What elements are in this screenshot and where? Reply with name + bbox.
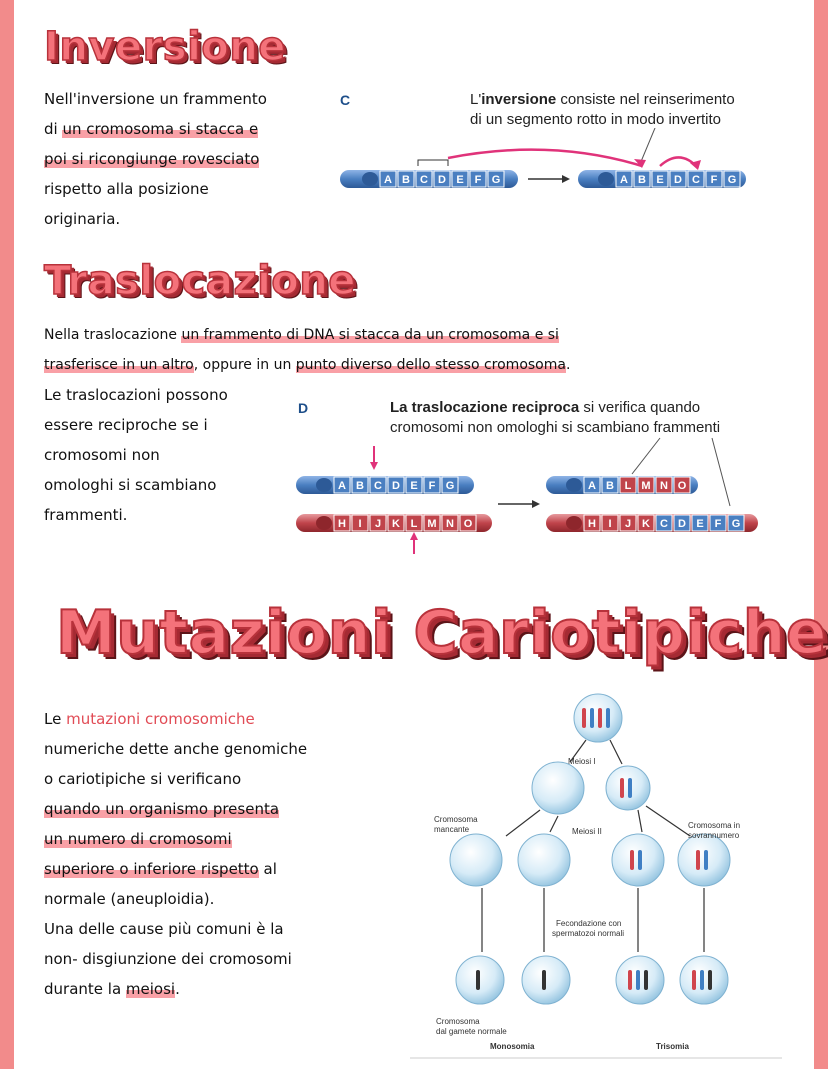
band-label: E xyxy=(656,174,664,186)
chromosome xyxy=(704,850,708,870)
chromosome xyxy=(542,970,546,990)
band-label: E xyxy=(410,480,418,492)
band-label: L xyxy=(410,518,418,530)
band-label: N xyxy=(660,480,668,492)
chromosome xyxy=(636,970,640,990)
label-fert-2: spermatozoi normali xyxy=(552,929,625,938)
label-monosomy: Monosomia xyxy=(490,1042,535,1051)
band-label: D xyxy=(678,518,686,530)
band-label: G xyxy=(727,174,737,186)
band-label: A xyxy=(338,480,346,492)
arrow xyxy=(550,816,558,832)
band-label: I xyxy=(358,518,362,530)
chromosome xyxy=(582,708,586,728)
figure-d-label: D xyxy=(298,400,309,416)
chromosome xyxy=(590,708,594,728)
chromosome xyxy=(606,708,610,728)
band-label: N xyxy=(446,518,454,530)
band-label: L xyxy=(624,480,632,492)
inversion-caption: L'inversione consiste nel reinserimento di un segmento rotto in modo invertito xyxy=(470,91,735,128)
band-label: F xyxy=(474,174,482,186)
inversion-text: Nell'inversione un frammento di un cromosoma si stacca e poi si ricongiunge rovesciato rispetto alla posizione originaria. xyxy=(44,90,267,228)
chromosome xyxy=(692,970,696,990)
band-label: A xyxy=(620,174,628,186)
chromosome xyxy=(598,708,602,728)
band-label: B xyxy=(638,174,646,186)
band-label: K xyxy=(642,518,650,530)
band-label: D xyxy=(392,480,400,492)
band-label: F xyxy=(428,480,436,492)
chromosome xyxy=(630,850,634,870)
translocation-diagram xyxy=(290,436,770,566)
chromosome xyxy=(628,778,632,798)
band-label: G xyxy=(491,174,501,186)
band-label: H xyxy=(588,518,596,530)
chromosome-top-after xyxy=(546,476,698,494)
band-label: C xyxy=(420,174,428,186)
band-label: J xyxy=(624,518,632,530)
inversion-title: Inversione xyxy=(44,24,286,70)
band-label: B xyxy=(402,174,410,186)
band-label: A xyxy=(384,174,392,186)
band-label: D xyxy=(438,174,446,186)
band-label: C xyxy=(374,480,382,492)
cell xyxy=(518,834,570,886)
band-label: O xyxy=(463,518,473,530)
translocation-caption: La traslocazione reciproca si verifica quando cromosomi non omologhi si scambiano frammenti xyxy=(390,399,721,436)
band-label: M xyxy=(427,518,437,530)
chromosome xyxy=(696,850,700,870)
band-label: K xyxy=(392,518,400,530)
band-label: C xyxy=(692,174,700,186)
band-label: C xyxy=(660,518,668,530)
right-border xyxy=(814,0,828,1069)
band-label: F xyxy=(714,518,722,530)
meiosis-diagram xyxy=(410,690,790,1060)
label-missing-1: Cromosoma xyxy=(434,815,478,824)
label-gamete-2: dal gamete normale xyxy=(436,1027,507,1036)
band-label: O xyxy=(677,480,687,492)
chromosome-before xyxy=(340,170,518,188)
karyotype-title: Mutazioni Cariotipiche xyxy=(56,598,828,668)
arrow xyxy=(638,810,642,832)
band-label: E xyxy=(456,174,464,186)
chromosome xyxy=(628,970,632,990)
chromosome xyxy=(476,970,480,990)
label-missing-2: mancante xyxy=(434,825,470,834)
karyotype-text: Le mutazioni cromosomiche numeriche dette anche genomiche o cariotipiche si verificano quando un organismo presenta un numero di cromosomi superiore o inferiore rispetto al normale (aneuploidia). Una delle cause più comuni è la non- disgiunzione dei cromosomi durante la meiosi. xyxy=(44,710,308,998)
band-label: E xyxy=(696,518,704,530)
band-label: A xyxy=(588,480,596,492)
band-label: D xyxy=(674,174,682,186)
band-label: G xyxy=(731,518,741,530)
chromosome-bottom-after xyxy=(546,514,758,532)
label-meiosis-1: Meiosi I xyxy=(568,757,596,766)
cell xyxy=(532,762,584,814)
chromosome xyxy=(644,970,648,990)
band-label: H xyxy=(338,518,346,530)
arrow xyxy=(646,806,690,836)
translocation-title: Traslocazione xyxy=(44,258,356,304)
chromosome xyxy=(708,970,712,990)
label-gamete-1: Cromosoma xyxy=(436,1017,480,1026)
label-meiosis-2: Meiosi II xyxy=(572,827,602,836)
translocation-text: Le traslocazioni possono essere reciproche se i cromosomi non omologhi si scambiano frammenti. xyxy=(44,386,228,524)
label-extra-1: Cromosoma in xyxy=(688,821,741,830)
label-extra-2: sovrannumero xyxy=(688,831,740,840)
chromosome xyxy=(700,970,704,990)
left-border xyxy=(0,0,14,1069)
chromosome-top-before xyxy=(296,476,474,494)
chromosome-after xyxy=(578,170,746,188)
chromosome xyxy=(638,850,642,870)
chromosome xyxy=(620,778,624,798)
translocation-paragraph: Nella traslocazione un frammento di DNA si stacca da un cromosoma e si trasferisce in un altro, oppure in un punto diverso dello stesso cromosoma. xyxy=(44,327,571,373)
band-label: I xyxy=(608,518,612,530)
label-fert-1: Fecondazione con xyxy=(556,919,622,928)
band-label: M xyxy=(641,480,651,492)
band-label: J xyxy=(374,518,382,530)
band-label: G xyxy=(445,480,455,492)
figure-c-label: C xyxy=(340,92,351,108)
band-label: F xyxy=(710,174,718,186)
cell xyxy=(450,834,502,886)
band-label: B xyxy=(606,480,614,492)
arrow xyxy=(506,810,540,836)
band-label: B xyxy=(356,480,364,492)
label-trisomy: Trisomia xyxy=(656,1042,689,1051)
arrow xyxy=(610,740,622,764)
inversion-diagram xyxy=(330,128,750,203)
chromosome-bottom-before xyxy=(296,514,492,532)
